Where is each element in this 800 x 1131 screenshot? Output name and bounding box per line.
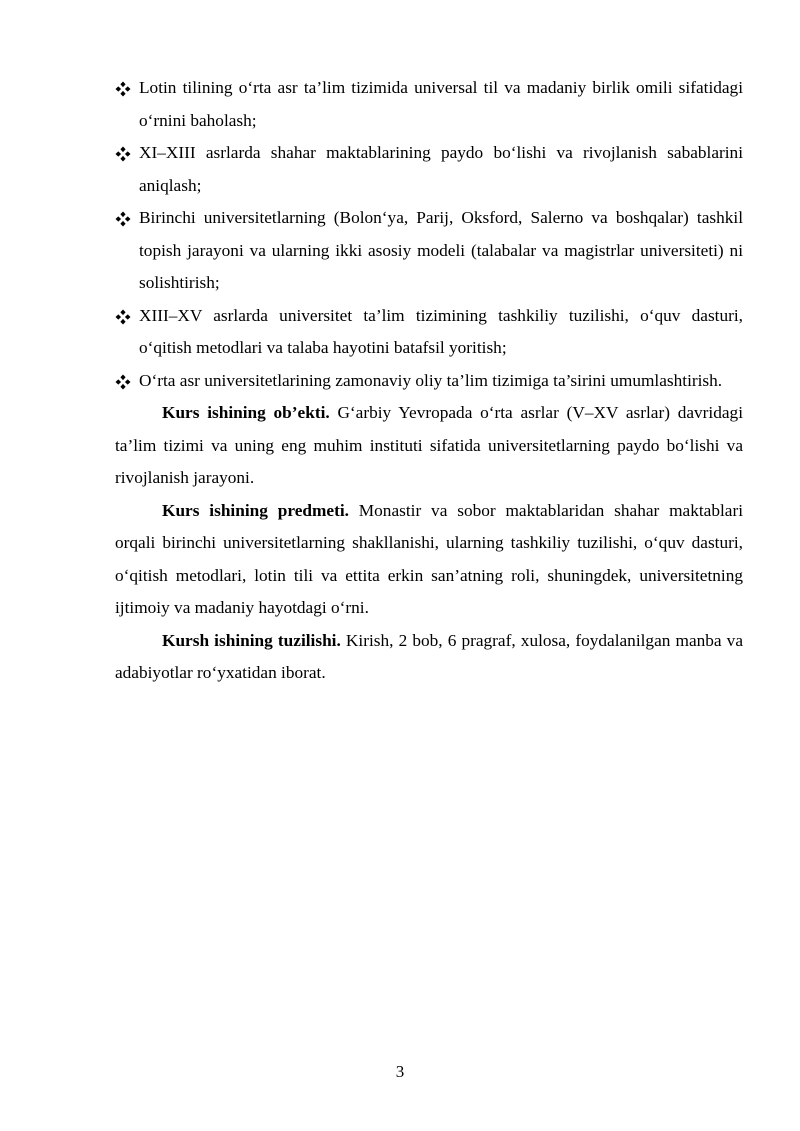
object-paragraph <box>115 397 743 495</box>
list-item-text: Lotin tilining o‘rta asr ta’lim tizimida universal til va madaniy birlik omili sifatidagi o‘rnini baholash; <box>139 78 743 130</box>
object-heading: Kurs ishining ob’ekti. <box>162 403 330 422</box>
four-diamond-icon <box>115 211 131 227</box>
objectives-list <box>115 72 743 397</box>
list-item <box>115 72 743 137</box>
four-diamond-icon <box>115 374 131 390</box>
object-text: G‘arbiy Yevropada o‘rta asrlar (V–XV asrlar) davridagi ta’lim tizimi va uning eng muhim instituti sifatida universitetlarning paydo bo‘lishi va rivojlanish jarayoni. <box>115 403 743 487</box>
subject-paragraph <box>115 495 743 625</box>
list-item-text: Birinchi universitetlarning (Bolon‘ya, Parij, Oksford, Salerno va boshqalar) tashkil topish jarayoni va ularning ikki asosiy modeli (talabalar va magistrlar universiteti) ni solishtirish; <box>139 208 743 292</box>
list-item-text: XI–XIII asrlarda shahar maktablarining paydo bo‘lishi va rivojlanish sabablarini aniqlash; <box>139 143 743 195</box>
four-diamond-icon <box>115 309 131 325</box>
four-diamond-icon <box>115 81 131 97</box>
four-diamond-icon <box>115 146 131 162</box>
list-item <box>115 365 743 398</box>
list-item <box>115 137 743 202</box>
structure-heading: Kursh ishining tuzilishi. <box>162 630 341 650</box>
list-item <box>115 202 743 300</box>
structure-text: Kirish, 2 bob, 6 pragraf, xulosa, foydalanilgan manba va adabiyotlar ro‘yxatidan iborat. <box>115 630 743 682</box>
page-number: 3 <box>395 1062 405 1081</box>
subject-heading: Kurs ishining predmeti. <box>162 500 349 520</box>
page-content <box>115 72 743 690</box>
list-item <box>115 300 743 365</box>
list-item-text: XIII–XV asrlarda universitet ta’lim tizimining tashkiliy tuzilishi, o‘quv dasturi, o‘qitish metodlari va talaba hayotini batafsil yoritish; <box>139 305 743 357</box>
subject-text: Monastir va sobor maktablaridan shahar maktablari orqali birinchi universitetlarning shakllanishi, ularning tashkiliy tuzilishi, o‘quv dasturi, o‘qitish metodlari, lotin tili va ettita erkin san’atning roli, shuningdek, universitetning ijtimoiy va madaniy hayotdagi o‘rni. <box>115 500 744 617</box>
structure-paragraph <box>115 625 743 690</box>
list-item-text: O‘rta asr universitetlarining zamonaviy oliy ta’lim tizimiga ta’sirini umumlashtirish. <box>139 370 723 390</box>
